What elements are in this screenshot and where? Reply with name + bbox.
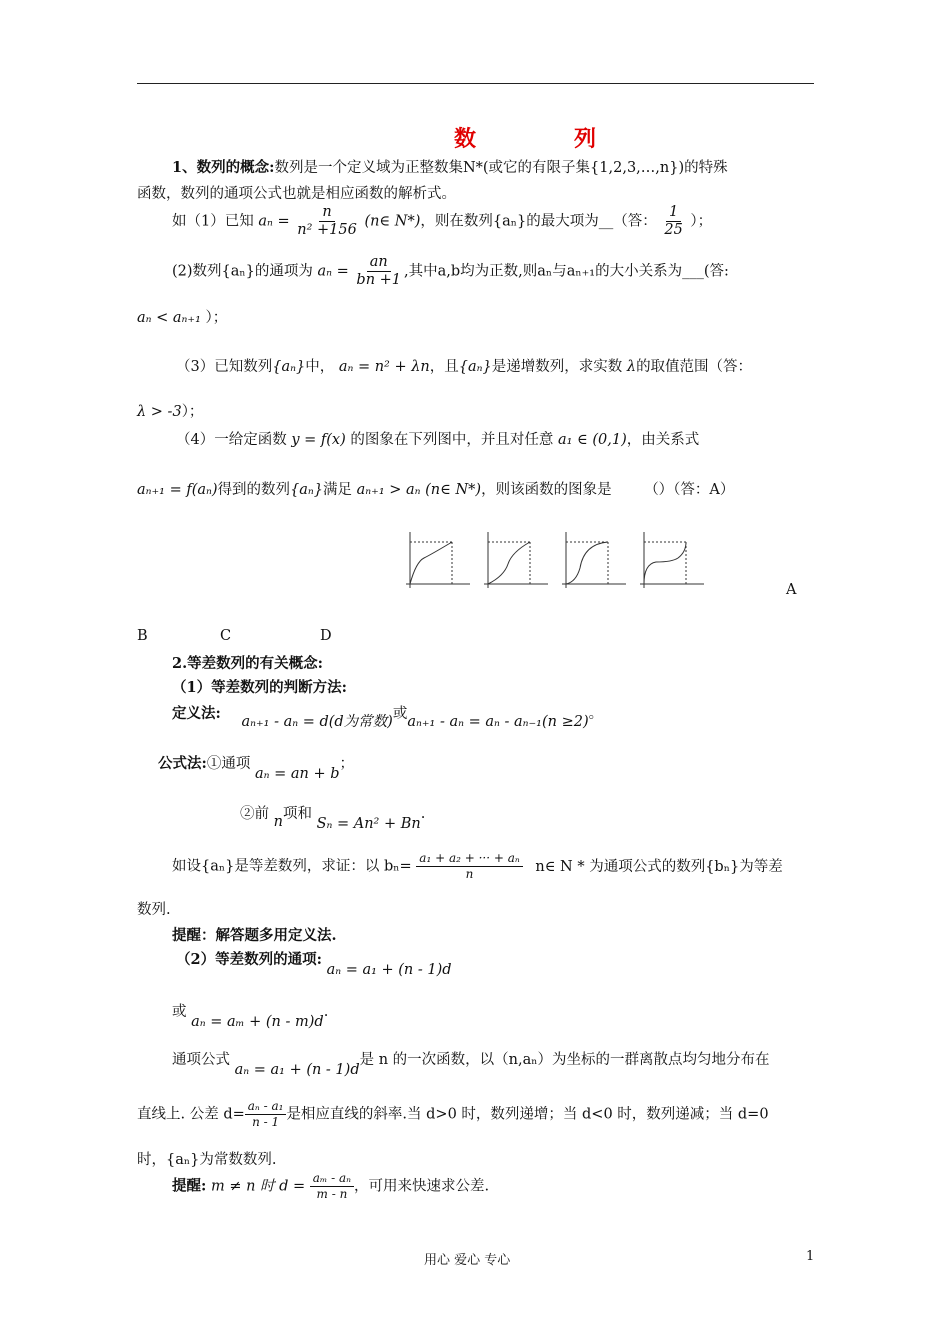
f2-n: n <box>273 814 283 830</box>
ex1-fraction <box>294 204 360 239</box>
ex2-prefix: (2)数列{aₙ}的通项为 <box>172 263 313 280</box>
footer-slogan: 用心 爱心 专心 <box>424 1253 511 1268</box>
ex3-lambda: λ <box>626 359 637 375</box>
f1-formula: aₙ = an + b <box>254 766 340 782</box>
tip2-num: aₘ - aₙ <box>310 1172 354 1187</box>
general-term-para1 <box>172 1048 770 1078</box>
section2-sub1: （1）等差数列的判断方法: <box>172 679 347 696</box>
example2-answer <box>137 306 227 327</box>
formula-label: 公式法: <box>158 755 207 772</box>
ex2-den: bn +1 <box>356 271 402 288</box>
f2-mid: 项和 <box>282 806 312 822</box>
example4-line1 <box>176 428 699 449</box>
example3 <box>176 355 752 376</box>
ex3-set2: {aₙ} <box>458 359 492 375</box>
gt-p2-fraction <box>245 1100 287 1129</box>
section1-text1: 数列是一个定义域为正整数集N*(或它的有限子集{1,2,3,…,n})的特殊 <box>274 160 728 176</box>
ex5-num: a₁ + a₂ + ··· + aₙ <box>416 852 522 867</box>
page-number: 1 <box>806 1249 815 1264</box>
ex4-t5: 满足 <box>323 482 353 498</box>
graph-label-b: B <box>137 628 148 644</box>
gt-p1-rest: 是 n 的一次函数，以（n,aₙ）为坐标的一群离散点均匀地分布在 <box>359 1052 770 1068</box>
ex1-prefix: 如（1）已知 <box>172 213 254 230</box>
ex1-mid: ，则在数列{aₙ}的最大项为__（答： <box>420 213 657 230</box>
ex3-formula: aₙ = n² + λn <box>338 359 430 375</box>
gt-formula2: aₙ = aₘ + (n - m)d <box>191 1014 324 1030</box>
ex5-fraction <box>416 852 522 881</box>
section1-heading: 1、数列的概念: <box>172 159 275 176</box>
tip2-label: 提醒: <box>172 1177 207 1195</box>
section1-line2: 函数，数列的通项公式也就是相应函数的解析式。 <box>137 186 456 202</box>
ex2-mid: ,其中a,b均为正数,则aₙ与aₙ₊₁的大小关系为___(答: <box>404 263 729 280</box>
f1-end: ； <box>339 756 354 772</box>
f2-end: . <box>420 806 426 822</box>
ex4-ineq: aₙ₊₁ > aₙ (n∈ N*) <box>356 482 482 498</box>
ex2-end: ）； <box>205 310 228 326</box>
example2 <box>172 254 729 289</box>
f2-formula: Sₙ = An² + Bn <box>316 816 421 832</box>
ex5-t2: n∈ N * 为通项公式的数列{bₙ}为等差 <box>535 858 783 875</box>
tip2-t1: m ≠ n 时 d = <box>210 1178 306 1195</box>
gt-p1: 通项公式 <box>172 1052 230 1068</box>
section2-sub2: （2）等差数列的通项: <box>176 951 322 968</box>
example1 <box>172 204 712 239</box>
sum-formula <box>240 802 426 832</box>
example5 <box>172 852 783 881</box>
formula-method <box>158 752 354 782</box>
ex1-den: n² +156 <box>297 221 357 238</box>
ex4-rec: aₙ₊₁ = f(aₙ) <box>137 482 218 498</box>
gt-p2-num: aₙ - a₁ <box>245 1100 287 1115</box>
graph-label-c: C <box>220 628 232 644</box>
ex3-t4: 是递增数列，求实数 <box>491 359 623 375</box>
ex4-t4: 得到的数列 <box>217 482 291 498</box>
header-rule <box>137 83 814 84</box>
graph-d <box>640 532 704 588</box>
ex2-lhs: aₙ = <box>317 263 349 280</box>
definition-method <box>172 702 604 730</box>
f1-prefix: ①通项 <box>206 756 251 772</box>
ex3-end: ）； <box>181 404 204 420</box>
gt-or: 或 <box>172 1004 187 1020</box>
example4-line2 <box>137 478 734 499</box>
f2-prefix: ②前 <box>240 806 269 822</box>
ex1-answer <box>661 204 685 239</box>
ex4-set: {aₙ} <box>290 482 324 498</box>
ex5-den: n <box>465 866 474 881</box>
def-or: 或 <box>392 706 408 722</box>
def-formula: aₙ₊₁ - aₙ = d(d为常数) <box>241 714 393 730</box>
ex3-ans: λ > -3 <box>137 404 182 420</box>
ex2-num: an <box>367 254 391 272</box>
ex3-t1: （3）已知数列 <box>176 359 273 375</box>
tip2 <box>172 1172 489 1201</box>
ex5-t3: 数列. <box>137 902 171 918</box>
ex2-ans: aₙ < aₙ₊₁ <box>137 310 201 326</box>
gt-p1-formula: aₙ = a₁ + (n - 1)d <box>234 1062 360 1078</box>
ex3-t2: 中， <box>305 359 335 375</box>
general-term-alt <box>172 1000 329 1030</box>
ex3-t5: 的取值范围（答： <box>636 359 753 375</box>
graph-c <box>562 532 626 588</box>
def-end: 。 <box>588 706 604 722</box>
ex1-lhs: aₙ = <box>258 213 290 230</box>
ex2-fraction <box>353 254 404 289</box>
general-term-para2 <box>137 1100 769 1129</box>
tip2-fraction <box>310 1172 354 1201</box>
section2-heading: 2.等差数列的有关概念: <box>172 655 323 672</box>
ex4-t1: （4）一给定函数 <box>176 432 287 448</box>
ex1-end: ）； <box>690 213 713 230</box>
ex1-cond: (n∈ N*) <box>364 213 421 230</box>
page-title: 数 列 <box>454 126 635 152</box>
gt-formula2-end: . <box>323 1004 329 1020</box>
function-graphs <box>398 528 708 590</box>
ex1-num: n <box>319 204 334 222</box>
def-formula2: aₙ₊₁ - aₙ = aₙ - aₙ₋₁(n ≥2) <box>407 714 589 730</box>
example3-answer <box>137 400 203 421</box>
ex4-t2: 的图象在下列图中，并且对任意 <box>350 432 554 448</box>
ex3-set1: {aₙ} <box>272 359 306 375</box>
graph-a <box>406 532 470 588</box>
tip1: 提醒：解答题多用定义法. <box>172 927 337 944</box>
graph-b <box>484 532 548 588</box>
graph-label-a: A <box>786 582 797 598</box>
gt-formula1: aₙ = a₁ + (n - 1)d <box>326 962 452 978</box>
ex1-ans-den: 25 <box>664 221 683 238</box>
ex4-t6: ，则该函数的图象是 <box>481 482 612 498</box>
def-label: 定义法: <box>172 705 221 722</box>
gt-p2-den: n - 1 <box>252 1114 280 1129</box>
section1-line1 <box>172 156 728 177</box>
general-term <box>176 948 452 978</box>
ex5-t1: 如设{aₙ}是等差数列，求证：以 bₙ= <box>172 858 412 875</box>
ex4-cond: a₁ ∈ (0,1) <box>557 432 627 448</box>
graph-label-d: D <box>320 628 332 644</box>
ex1-ans-num: 1 <box>666 204 681 222</box>
gt-p2-a: 直线上. 公差 d= <box>137 1106 245 1123</box>
ex3-t3: ，且 <box>429 359 459 375</box>
ex4-ans: （）（答：A） <box>644 482 735 498</box>
gt-p3: 时，{aₙ}为常数数列. <box>137 1152 277 1168</box>
ex4-t3: ，由关系式 <box>626 432 700 448</box>
tip2-den: m - n <box>316 1186 348 1201</box>
gt-p2-b: 是相应直线的斜率.当 d>0 时，数列递增；当 d<0 时，数列递减；当 d=0 <box>286 1106 769 1123</box>
tip2-t2: ，可用来快速求公差. <box>354 1178 490 1195</box>
ex4-func: y = f(x) <box>291 432 346 448</box>
